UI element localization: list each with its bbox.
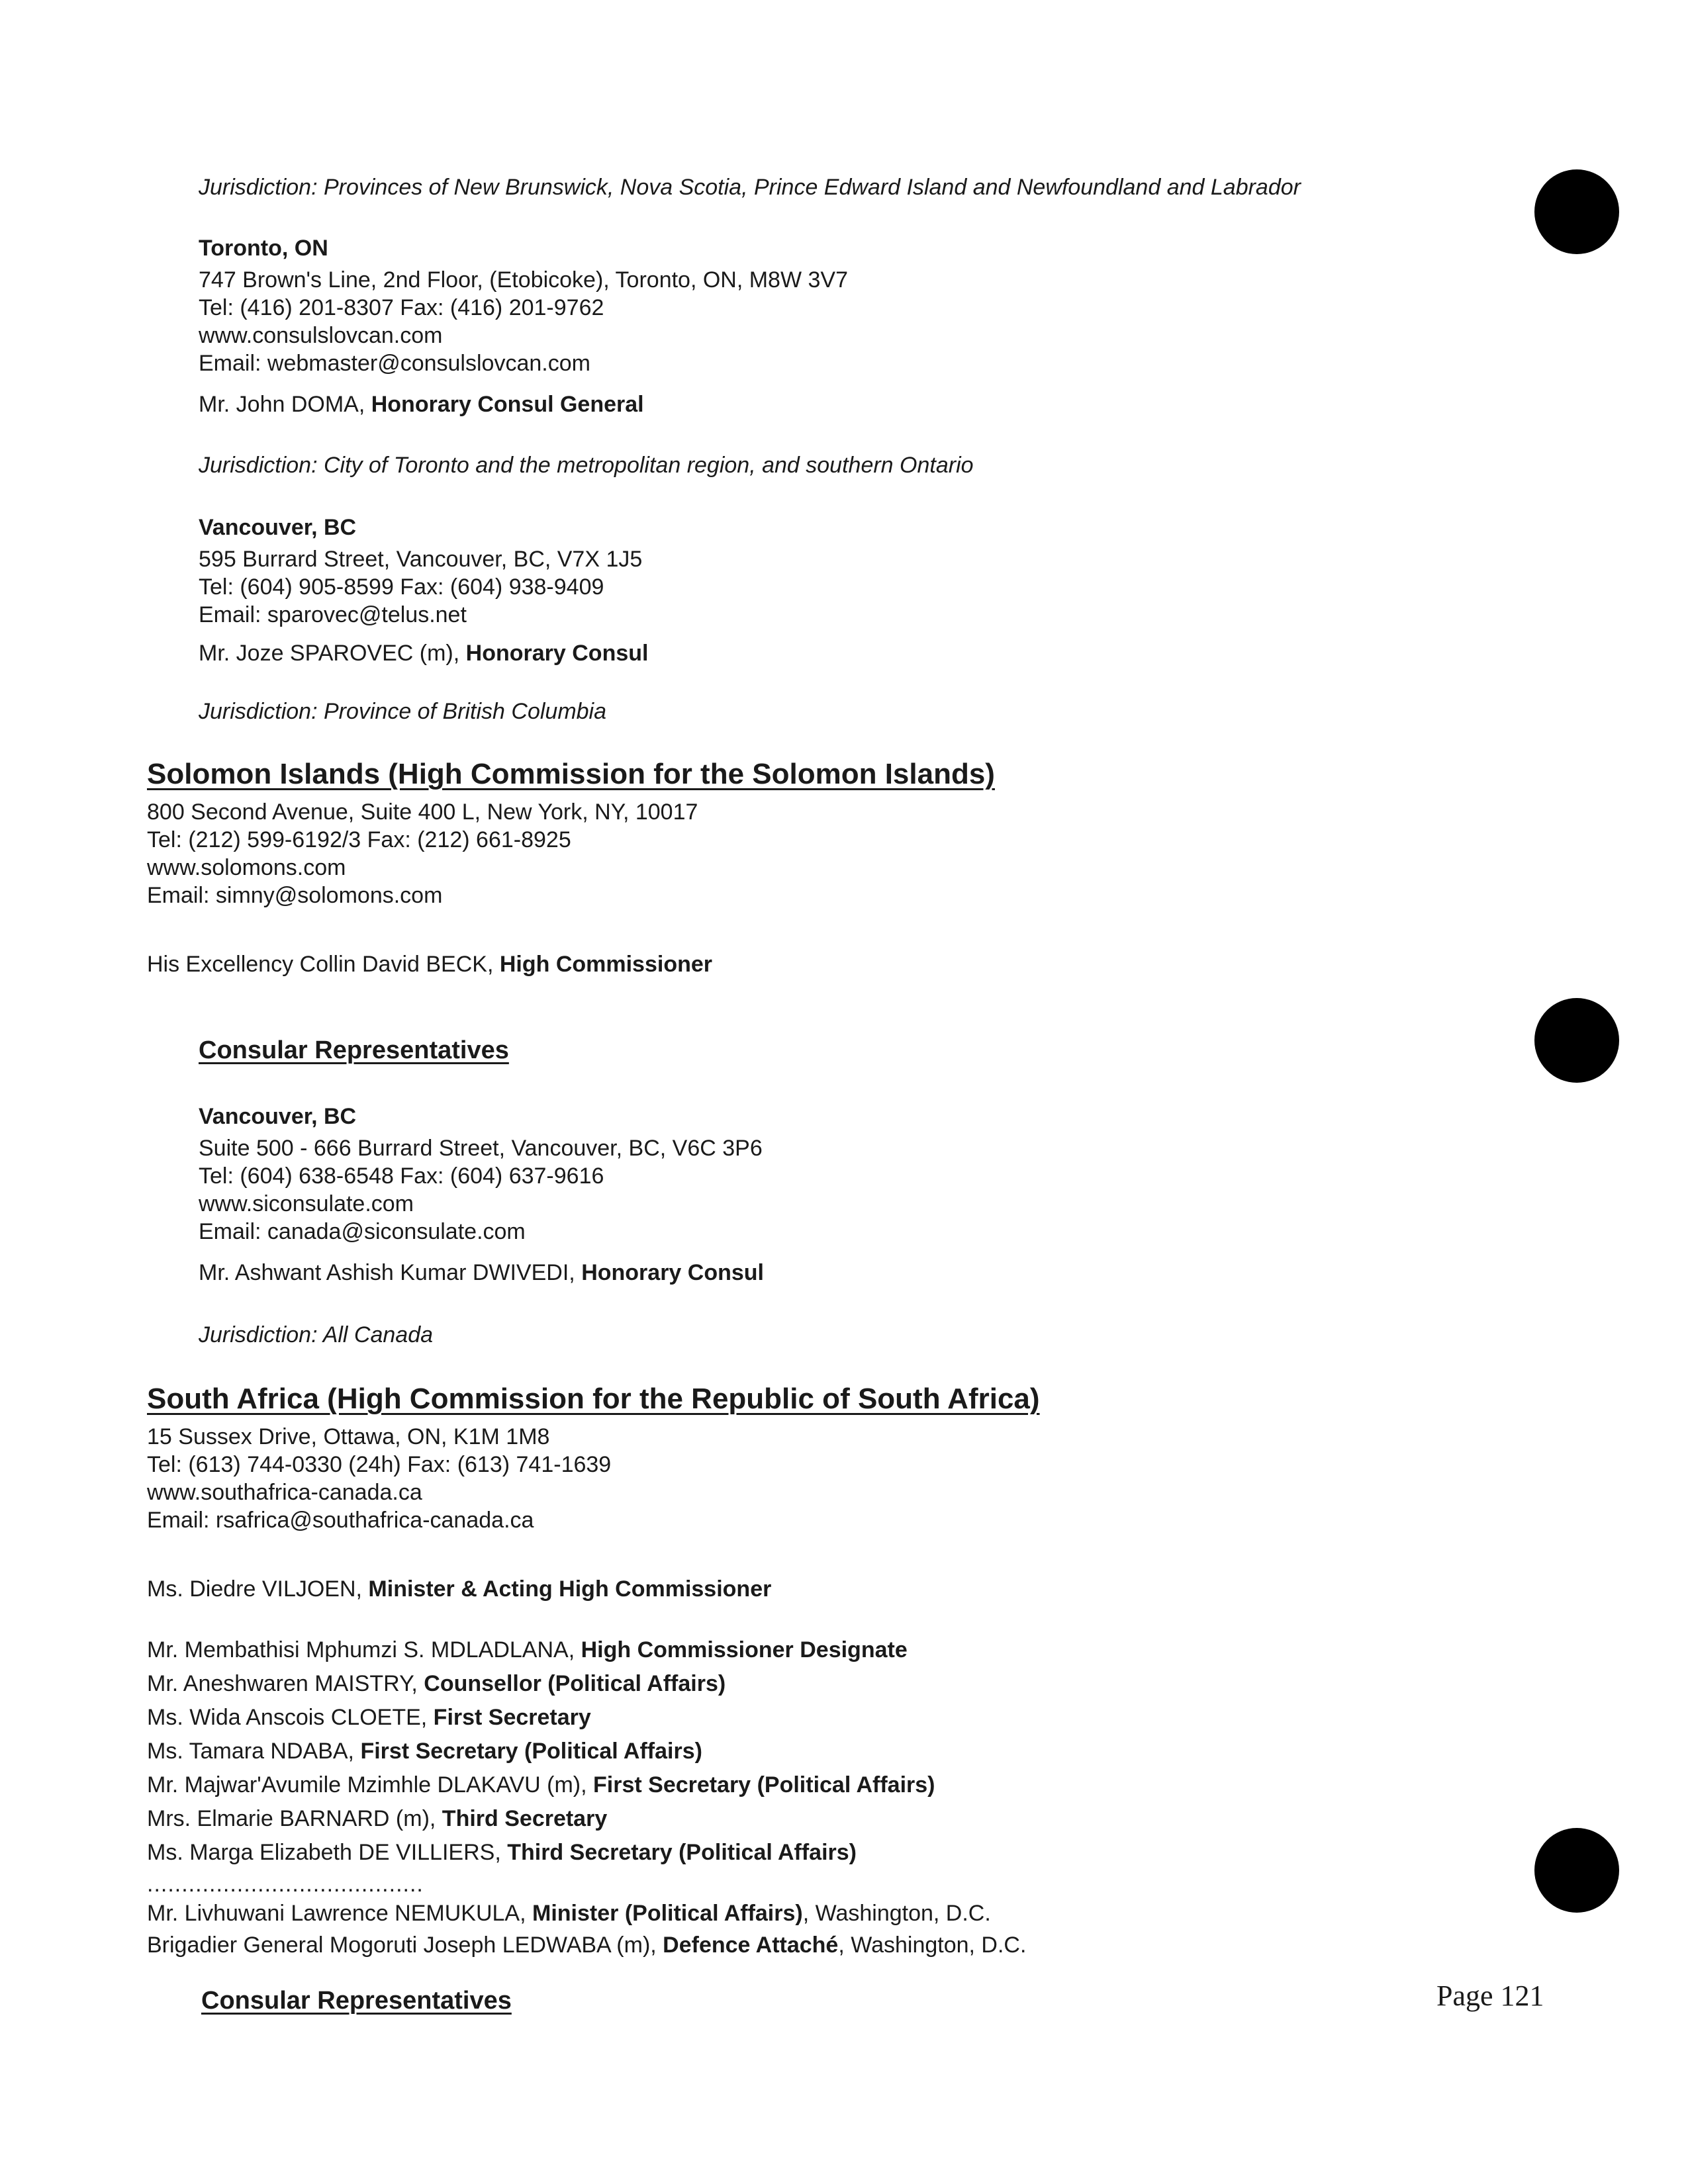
staff-name: Ms. Wida Anscois CLOETE, <box>147 1705 434 1730</box>
washington-staff-suffix: , Washington, D.C. <box>802 1901 991 1926</box>
staff-title: Counsellor (Political Affairs) <box>424 1671 726 1696</box>
consul-solomon-vancouver-title: Honorary Consul <box>581 1260 764 1285</box>
consulate-phone-vancouver: Tel: (604) 905-8599 Fax: (604) 938-9409 <box>199 574 604 600</box>
staff-title: First Secretary (Political Affairs) <box>593 1772 935 1797</box>
mission-phone-solomon: Tel: (212) 599-6192/3 Fax: (212) 661-8925 <box>147 827 571 852</box>
washington-staff-row <box>147 1899 991 1927</box>
consul-vancouver <box>199 639 648 667</box>
consulate-phone-solomon-vancouver: Tel: (604) 638-6548 Fax: (604) 637-9616 <box>199 1163 604 1189</box>
consul-toronto-name: Mr. John DOMA, <box>199 392 371 417</box>
staff-name: Ms. Tamara NDABA, <box>147 1739 361 1764</box>
consul-solomon-vancouver <box>199 1259 764 1287</box>
jurisdiction-halifax: Jurisdiction: Provinces of New Brunswick, Nova Scotia, Prince Edward Island and Newfoundland and Labrador <box>199 175 1301 200</box>
consulate-address-solomon-vancouver: Suite 500 - 666 Burrard Street, Vancouver, BC, V6C 3P6 <box>199 1136 763 1161</box>
hole-punch-middle <box>1534 998 1619 1083</box>
consulate-address-toronto: 747 Brown's Line, 2nd Floor, (Etobicoke), Toronto, ON, M8W 3V7 <box>199 267 849 293</box>
consulate-city-solomon-vancouver: Vancouver, BC <box>199 1104 357 1129</box>
section-heading-south-africa: South Africa (High Commission for the Republic of South Africa) <box>147 1383 1040 1415</box>
mission-address-solomon: 800 Second Avenue, Suite 400 L, New York, NY, 10017 <box>147 799 698 825</box>
staff-name: Mr. Majwar'Avumile Mzimhle DLAKAVU (m), <box>147 1772 594 1797</box>
consulate-email-toronto: Email: webmaster@consulslovcan.com <box>199 351 590 376</box>
consul-toronto-title: Honorary Consul General <box>371 392 644 417</box>
staff-title: First Secretary <box>433 1705 591 1730</box>
consulate-phone-toronto: Tel: (416) 201-8307 Fax: (416) 201-9762 <box>199 295 604 320</box>
staff-name: Mr. Membathisi Mphumzi S. MDLADLANA, <box>147 1637 581 1662</box>
consulate-web-toronto: www.consulslovcan.com <box>199 323 443 348</box>
staff-row <box>147 1704 591 1731</box>
jurisdiction-solomon-vancouver: Jurisdiction: All Canada <box>199 1322 434 1347</box>
washington-staff-title: Minister (Political Affairs) <box>532 1901 803 1926</box>
mission-phone-south-africa: Tel: (613) 744-0330 (24h) Fax: (613) 741-1639 <box>147 1452 612 1477</box>
mission-email-south-africa: Email: rsafrica@southafrica-canada.ca <box>147 1508 534 1533</box>
consul-vancouver-title: Honorary Consul <box>465 641 649 666</box>
staff-name: Mrs. Elmarie BARNARD (m), <box>147 1806 442 1831</box>
staff-title: High Commissioner Designate <box>581 1637 908 1662</box>
washington-staff-title: Defence Attaché <box>663 1933 839 1958</box>
staff-row <box>147 1805 607 1833</box>
jurisdiction-vancouver: Jurisdiction: Province of British Columbia <box>199 699 607 724</box>
head-of-mission-solomon-name: His Excellency Collin David BECK, <box>147 952 500 977</box>
mission-address-south-africa: 15 Sussex Drive, Ottawa, ON, K1M 1M8 <box>147 1424 550 1449</box>
consul-vancouver-name: Mr. Joze SPAROVEC (m), <box>199 641 466 666</box>
mission-email-solomon: Email: simny@solomons.com <box>147 883 443 908</box>
hole-punch-bottom <box>1534 1828 1619 1913</box>
staff-row <box>147 1670 726 1698</box>
head-of-mission-solomon <box>147 950 712 978</box>
hole-punch-top <box>1534 169 1619 254</box>
staff-row <box>147 1636 908 1664</box>
consulate-web-solomon-vancouver: www.siconsulate.com <box>199 1191 414 1216</box>
consul-solomon-vancouver-name: Mr. Ashwant Ashish Kumar DWIVEDI, <box>199 1260 582 1285</box>
consular-heading-south-africa: Consular Representatives <box>201 1987 512 2015</box>
staff-title: Third Secretary (Political Affairs) <box>507 1840 857 1865</box>
head-of-mission-south-africa <box>147 1575 771 1603</box>
consul-toronto <box>199 390 644 418</box>
staff-row <box>147 1737 702 1765</box>
staff-name: Mr. Aneshwaren MAISTRY, <box>147 1671 424 1696</box>
washington-staff-suffix: , Washington, D.C. <box>838 1933 1027 1958</box>
consulate-email-vancouver: Email: sparovec@telus.net <box>199 602 467 627</box>
staff-row <box>147 1771 935 1799</box>
staff-title: Third Secretary <box>442 1806 608 1831</box>
washington-staff-row <box>147 1931 1026 1959</box>
washington-staff-name: Mr. Livhuwani Lawrence NEMUKULA, <box>147 1901 533 1926</box>
consulate-email-solomon-vancouver: Email: canada@siconsulate.com <box>199 1219 526 1244</box>
jurisdiction-toronto: Jurisdiction: City of Toronto and the metropolitan region, and southern Ontario <box>199 453 974 478</box>
mission-web-south-africa: www.southafrica-canada.ca <box>147 1480 422 1505</box>
mission-web-solomon: www.solomons.com <box>147 855 346 880</box>
staff-name: Ms. Marga Elizabeth DE VILLIERS, <box>147 1840 508 1865</box>
washington-staff-name: Brigadier General Mogoruti Joseph LEDWABA (m), <box>147 1933 663 1958</box>
dotted-separator: ........................................ <box>147 1872 424 1897</box>
section-heading-solomon-islands: Solomon Islands (High Commission for the Solomon Islands) <box>147 758 995 790</box>
staff-row <box>147 1839 857 1866</box>
head-of-mission-south-africa-title: Minister & Acting High Commissioner <box>368 1576 772 1602</box>
staff-title: First Secretary (Political Affairs) <box>360 1739 702 1764</box>
head-of-mission-south-africa-name: Ms. Diedre VILJOEN, <box>147 1576 369 1602</box>
head-of-mission-solomon-title: High Commissioner <box>499 952 713 977</box>
consulate-city-toronto: Toronto, ON <box>199 236 328 261</box>
consular-heading-solomon: Consular Representatives <box>199 1036 509 1064</box>
consulate-city-vancouver: Vancouver, BC <box>199 515 357 540</box>
page-number: Page 121 <box>1436 1979 1544 2012</box>
consulate-address-vancouver: 595 Burrard Street, Vancouver, BC, V7X 1J5 <box>199 547 643 572</box>
